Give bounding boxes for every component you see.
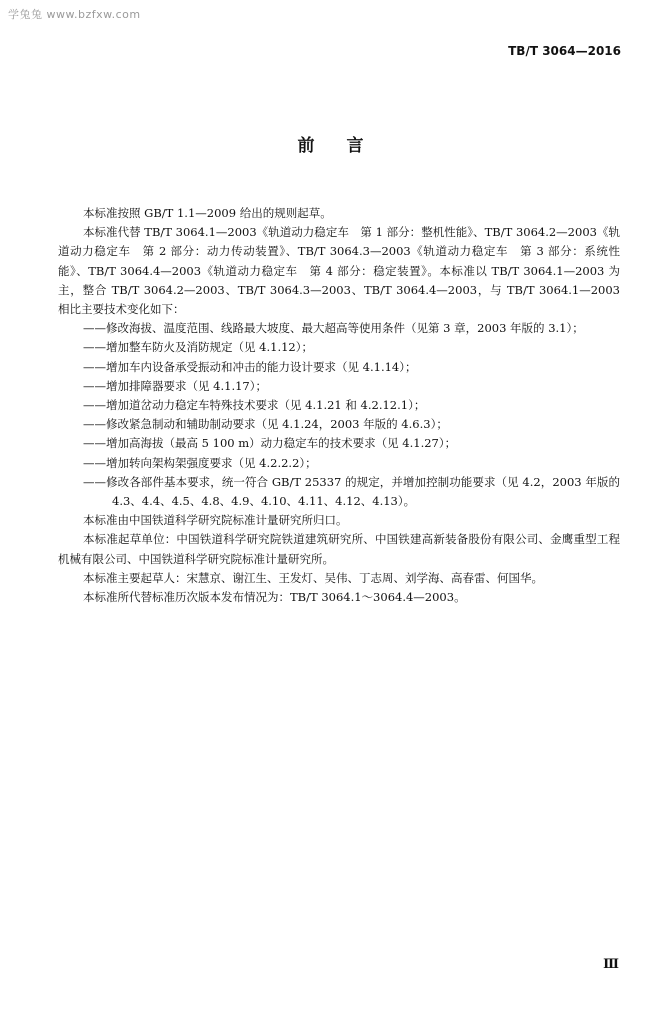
list-item: ——增加整车防火及消防规定（见 4.1.12）； — [83, 340, 313, 355]
title-char-2: 言 — [346, 136, 364, 156]
watermark: 学兔兔 www.bzfxw.com — [8, 8, 141, 21]
list-item: ——增加车内设备承受振动和冲击的能力设计要求（见 4.1.14）； — [83, 359, 417, 374]
standard-code: TB/T 3064—2016 — [508, 44, 621, 58]
paragraph-responsible-body: 本标准由中国铁道科学研究院标准计量研究所归口。 — [83, 513, 348, 528]
list-item: ——增加道岔动力稳定车特殊技术要求（见 4.1.21 和 4.2.12.1）； — [83, 398, 426, 413]
list-item: ——修改海拔、温度范围、线路最大坡度、最大超高等使用条件（见第 3 章，2003 年版的 3.1）； — [83, 321, 584, 336]
paragraph-replacement: 本标准代替 TB/T 3064.1—2003《轨道动力稳定车 第 1 部分：整机性能》、TB/T 3064.2—2003《轨道动力稳定车 第 2 部分：动力传动装置》、TB/T 3064.3—2003《轨道动力稳定车 第 3 部分：系统性能》、TB/T 3064.4—2003《轨道动力稳定车 第 4 部分：稳定装置》。本标准以 TB/T 3064.1—2003 为主，整合 TB/T 3064.2—2003、TB/T 3064.3—2003、TB/T 3064.4—2003，与 TB/T 3064.1—2003 相比主要技术变化如下： — [58, 225, 620, 317]
title-char-1: 前 — [297, 136, 315, 156]
page-number: Ⅲ — [603, 957, 619, 972]
paragraph-drafting-units: 本标准起草单位：中国铁道科学研究院铁道建筑研究所、中国铁建高新装备股份有限公司、金鹰重型工程机械有限公司、中国铁道科学研究院标准计量研究所。 — [58, 532, 620, 566]
list-item: ——增加排障器要求（见 4.1.17）； — [83, 378, 267, 393]
paragraph-drafters: 本标准主要起草人：宋慧京、谢江生、王发灯、吴伟、丁志周、刘学海、高春雷、何国华。 — [83, 570, 543, 585]
paragraph-history: 本标准所代替标准历次版本发布情况为：TB/T 3064.1～3064.4—2003。 — [83, 590, 466, 605]
foreword-body — [58, 204, 620, 607]
page-title — [0, 131, 661, 156]
list-item: ——修改紧急制动和辅助制动要求（见 4.1.24，2003 年版的 4.6.3）； — [83, 417, 448, 432]
list-item: ——修改各部件基本要求，统一符合 GB/T 25337 的规定，并增加控制功能要求（见 4.2，2003 年版的 4.3、4.4、4.5、4.8、4.9、4.10、4.11、4.12、4.13）。 — [83, 474, 620, 509]
paragraph-drafting-rules: 本标准按照 GB/T 1.1—2009 给出的规则起草。 — [83, 206, 332, 220]
list-item: ——增加转向架构架强度要求（见 4.2.2.2）； — [83, 455, 317, 470]
list-item: ——增加高海拔（最高 5 100 m）动力稳定车的技术要求（见 4.1.27）； — [83, 436, 457, 451]
